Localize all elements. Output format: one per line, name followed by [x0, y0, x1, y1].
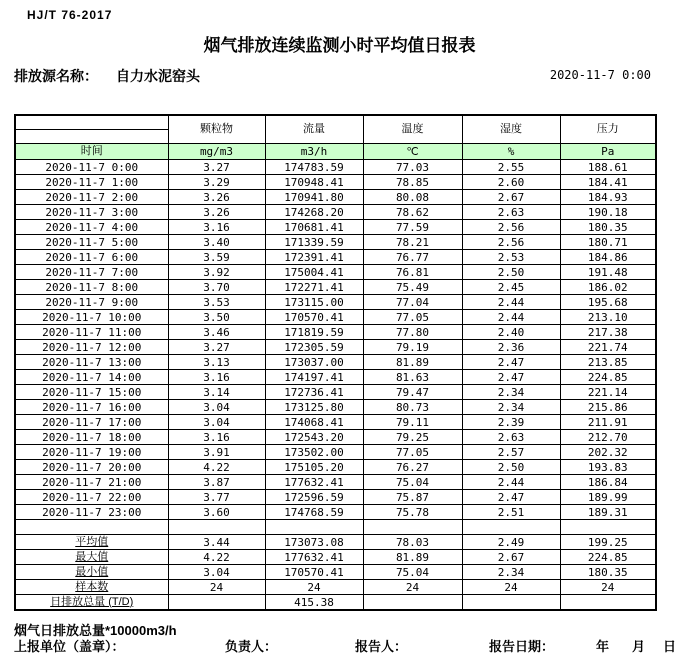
column-header-flow: 流量	[265, 115, 363, 144]
value-cell: 81.89	[363, 355, 462, 370]
value-cell: 173502.00	[265, 445, 363, 460]
value-cell: 188.61	[560, 160, 656, 175]
summary-row	[15, 535, 656, 550]
value-cell: 3.26	[168, 190, 265, 205]
table-row	[15, 250, 656, 265]
value-cell: 2.44	[462, 310, 560, 325]
value-cell: 4.22	[168, 460, 265, 475]
report-date-label: 报告日期：	[489, 639, 555, 654]
value-cell: 211.91	[560, 415, 656, 430]
reporter-label: 报告人：	[355, 639, 408, 654]
table-row	[15, 160, 656, 175]
value-cell: 2.40	[462, 325, 560, 340]
table-row	[15, 175, 656, 190]
value-cell: 77.05	[363, 310, 462, 325]
value-cell: 77.59	[363, 220, 462, 235]
source-row	[14, 66, 665, 84]
value-cell: 3.26	[168, 205, 265, 220]
summary-row	[15, 580, 656, 595]
value-cell: 3.87	[168, 475, 265, 490]
source-name-value: 自力水泥窑头	[116, 68, 200, 84]
summary-value-cell: 4.22	[168, 550, 265, 565]
value-cell: 215.86	[560, 400, 656, 415]
value-cell: 3.27	[168, 340, 265, 355]
value-cell: 3.04	[168, 415, 265, 430]
value-cell: 175105.20	[265, 460, 363, 475]
value-cell: 3.14	[168, 385, 265, 400]
value-cell: 3.50	[168, 310, 265, 325]
table-row	[15, 505, 656, 520]
time-cell: 2020-11-7 23:00	[15, 505, 168, 520]
value-cell: 79.11	[363, 415, 462, 430]
summary-value-cell	[462, 595, 560, 611]
value-cell: 2.56	[462, 235, 560, 250]
value-cell: 77.03	[363, 160, 462, 175]
value-cell: 3.40	[168, 235, 265, 250]
summary-value-cell: 2.49	[462, 535, 560, 550]
value-cell: 202.32	[560, 445, 656, 460]
value-cell: 2.39	[462, 415, 560, 430]
blank-header-cell	[15, 130, 168, 144]
value-cell: 170941.80	[265, 190, 363, 205]
value-cell: 2.55	[462, 160, 560, 175]
value-cell: 172305.59	[265, 340, 363, 355]
unit-particulate: mg/m3	[168, 144, 265, 160]
table-row	[15, 310, 656, 325]
value-cell: 77.04	[363, 295, 462, 310]
time-cell: 2020-11-7 14:00	[15, 370, 168, 385]
value-cell: 170681.41	[265, 220, 363, 235]
value-cell: 174268.20	[265, 205, 363, 220]
value-cell: 2.34	[462, 400, 560, 415]
value-cell: 3.27	[168, 160, 265, 175]
table-row	[15, 295, 656, 310]
table-row	[15, 400, 656, 415]
table-row	[15, 325, 656, 340]
value-cell: 78.62	[363, 205, 462, 220]
value-cell: 2.50	[462, 460, 560, 475]
value-cell: 2.44	[462, 295, 560, 310]
value-cell: 221.14	[560, 385, 656, 400]
summary-label-cell: 平均值	[15, 535, 168, 550]
table-row	[15, 445, 656, 460]
value-cell: 193.83	[560, 460, 656, 475]
table-row	[15, 205, 656, 220]
value-cell: 3.77	[168, 490, 265, 505]
value-cell: 3.16	[168, 370, 265, 385]
time-cell: 2020-11-7 22:00	[15, 490, 168, 505]
value-cell: 80.73	[363, 400, 462, 415]
value-cell: 75.49	[363, 280, 462, 295]
time-cell: 2020-11-7 8:00	[15, 280, 168, 295]
value-cell: 2.63	[462, 205, 560, 220]
value-cell: 78.85	[363, 175, 462, 190]
value-cell: 195.68	[560, 295, 656, 310]
value-cell: 174768.59	[265, 505, 363, 520]
value-cell: 2.50	[462, 265, 560, 280]
table-row	[15, 235, 656, 250]
table-row	[15, 415, 656, 430]
value-cell: 2.34	[462, 385, 560, 400]
empty-cell	[168, 520, 265, 535]
value-cell: 3.70	[168, 280, 265, 295]
time-cell: 2020-11-7 21:00	[15, 475, 168, 490]
value-cell: 3.53	[168, 295, 265, 310]
responsible-person-label: 负责人：	[225, 639, 278, 654]
table-row	[15, 355, 656, 370]
summary-value-cell: 199.25	[560, 535, 656, 550]
value-cell: 3.16	[168, 430, 265, 445]
table-row	[15, 370, 656, 385]
time-cell: 2020-11-7 17:00	[15, 415, 168, 430]
value-cell: 2.57	[462, 445, 560, 460]
value-cell: 2.53	[462, 250, 560, 265]
footer-fields	[0, 636, 679, 654]
year-label: 年	[596, 639, 610, 654]
value-cell: 180.71	[560, 235, 656, 250]
value-cell: 221.74	[560, 340, 656, 355]
column-header-particulate: 颗粒物	[168, 115, 265, 144]
summary-value-cell: 24	[265, 580, 363, 595]
unit-temperature: ℃	[363, 144, 462, 160]
value-cell: 170570.41	[265, 310, 363, 325]
summary-value-cell: 224.85	[560, 550, 656, 565]
value-cell: 81.63	[363, 370, 462, 385]
value-cell: 177632.41	[265, 475, 363, 490]
value-cell: 172271.41	[265, 280, 363, 295]
empty-cell	[560, 520, 656, 535]
table-row	[15, 460, 656, 475]
summary-value-cell: 415.38	[265, 595, 363, 611]
time-cell: 2020-11-7 7:00	[15, 265, 168, 280]
value-cell: 2.60	[462, 175, 560, 190]
summary-value-cell: 180.35	[560, 565, 656, 580]
value-cell: 174197.41	[265, 370, 363, 385]
time-cell: 2020-11-7 1:00	[15, 175, 168, 190]
column-header-pressure: 压力	[560, 115, 656, 144]
page-title: 烟气排放连续监测小时平均值日报表	[203, 36, 476, 55]
unit-flow: m3/h	[265, 144, 363, 160]
summary-value-cell: 177632.41	[265, 550, 363, 565]
table-row	[15, 280, 656, 295]
value-cell: 173125.80	[265, 400, 363, 415]
table-row	[15, 220, 656, 235]
summary-value-cell: 170570.41	[265, 565, 363, 580]
table-row	[15, 265, 656, 280]
value-cell: 190.18	[560, 205, 656, 220]
value-cell: 3.60	[168, 505, 265, 520]
value-cell: 172596.59	[265, 490, 363, 505]
day-label: 日	[663, 639, 677, 654]
summary-value-cell	[560, 595, 656, 611]
unit-pressure: Pa	[560, 144, 656, 160]
value-cell: 175004.41	[265, 265, 363, 280]
summary-value-cell: 2.34	[462, 565, 560, 580]
value-cell: 77.80	[363, 325, 462, 340]
summary-value-cell: 24	[462, 580, 560, 595]
value-cell: 172736.41	[265, 385, 363, 400]
footer-note: 烟气日排放总量*10000m3/h	[14, 623, 177, 638]
value-cell: 2.44	[462, 475, 560, 490]
value-cell: 3.29	[168, 175, 265, 190]
time-cell: 2020-11-7 11:00	[15, 325, 168, 340]
value-cell: 3.13	[168, 355, 265, 370]
table-row	[15, 190, 656, 205]
summary-value-cell: 2.67	[462, 550, 560, 565]
value-cell: 79.25	[363, 430, 462, 445]
value-cell: 79.47	[363, 385, 462, 400]
value-cell: 174783.59	[265, 160, 363, 175]
time-cell: 2020-11-7 13:00	[15, 355, 168, 370]
value-cell: 76.27	[363, 460, 462, 475]
summary-value-cell: 3.44	[168, 535, 265, 550]
table-row	[15, 430, 656, 445]
value-cell: 174068.41	[265, 415, 363, 430]
value-cell: 79.19	[363, 340, 462, 355]
summary-value-cell: 173073.08	[265, 535, 363, 550]
column-header-humidity: 湿度	[462, 115, 560, 144]
summary-value-cell: 3.04	[168, 565, 265, 580]
time-cell: 2020-11-7 18:00	[15, 430, 168, 445]
summary-value-cell: 78.03	[363, 535, 462, 550]
empty-cell	[462, 520, 560, 535]
value-cell: 2.45	[462, 280, 560, 295]
time-header-cell: 时间	[15, 144, 168, 160]
value-cell: 76.77	[363, 250, 462, 265]
time-cell: 2020-11-7 10:00	[15, 310, 168, 325]
value-cell: 189.31	[560, 505, 656, 520]
column-header-temperature: 温度	[363, 115, 462, 144]
value-cell: 2.63	[462, 430, 560, 445]
value-cell: 186.02	[560, 280, 656, 295]
summary-value-cell	[363, 595, 462, 611]
value-cell: 184.86	[560, 250, 656, 265]
value-cell: 224.85	[560, 370, 656, 385]
value-cell: 75.78	[363, 505, 462, 520]
time-cell: 2020-11-7 3:00	[15, 205, 168, 220]
value-cell: 3.59	[168, 250, 265, 265]
value-cell: 172391.41	[265, 250, 363, 265]
value-cell: 3.92	[168, 265, 265, 280]
value-cell: 3.16	[168, 220, 265, 235]
value-cell: 2.56	[462, 220, 560, 235]
units-row	[15, 144, 656, 160]
hourly-average-table	[14, 114, 657, 611]
unit-humidity: %	[462, 144, 560, 160]
report-datetime: 2020-11-7 0:00	[549, 68, 651, 82]
blank-header-cell	[15, 115, 168, 130]
summary-value-cell: 81.89	[363, 550, 462, 565]
value-cell: 217.38	[560, 325, 656, 340]
summary-value-cell	[168, 595, 265, 611]
value-cell: 172543.20	[265, 430, 363, 445]
value-cell: 173037.00	[265, 355, 363, 370]
table-row	[15, 490, 656, 505]
value-cell: 191.48	[560, 265, 656, 280]
value-cell: 2.51	[462, 505, 560, 520]
value-cell: 213.10	[560, 310, 656, 325]
value-cell: 170948.41	[265, 175, 363, 190]
value-cell: 75.04	[363, 475, 462, 490]
value-cell: 189.99	[560, 490, 656, 505]
summary-label-cell: 样本数	[15, 580, 168, 595]
table-row	[15, 475, 656, 490]
time-cell: 2020-11-7 15:00	[15, 385, 168, 400]
time-cell: 2020-11-7 0:00	[15, 160, 168, 175]
time-cell: 2020-11-7 2:00	[15, 190, 168, 205]
value-cell: 3.04	[168, 400, 265, 415]
value-cell: 2.47	[462, 490, 560, 505]
summary-label-cell: 日排放总量 (T/D)	[15, 595, 168, 611]
time-cell: 2020-11-7 19:00	[15, 445, 168, 460]
value-cell: 2.36	[462, 340, 560, 355]
summary-rows	[15, 535, 656, 611]
value-cell: 2.47	[462, 355, 560, 370]
time-cell: 2020-11-7 20:00	[15, 460, 168, 475]
time-cell: 2020-11-7 5:00	[15, 235, 168, 250]
summary-row	[15, 565, 656, 580]
table-row	[15, 385, 656, 400]
value-cell: 2.67	[462, 190, 560, 205]
value-cell: 75.87	[363, 490, 462, 505]
value-cell: 184.41	[560, 175, 656, 190]
value-cell: 3.91	[168, 445, 265, 460]
summary-label-cell: 最小值	[15, 565, 168, 580]
time-cell: 2020-11-7 6:00	[15, 250, 168, 265]
summary-value-cell: 24	[560, 580, 656, 595]
value-cell: 173115.00	[265, 295, 363, 310]
source-name-label: 排放源名称：	[14, 68, 98, 84]
value-cell: 80.08	[363, 190, 462, 205]
time-cell: 2020-11-7 12:00	[15, 340, 168, 355]
summary-row	[15, 595, 656, 611]
hourly-rows	[15, 160, 656, 520]
value-cell: 78.21	[363, 235, 462, 250]
value-cell: 171819.59	[265, 325, 363, 340]
header-row-top	[15, 115, 656, 130]
empty-cell	[265, 520, 363, 535]
value-cell: 212.70	[560, 430, 656, 445]
summary-value-cell: 24	[168, 580, 265, 595]
value-cell: 180.35	[560, 220, 656, 235]
table-row	[15, 340, 656, 355]
summary-row	[15, 550, 656, 565]
summary-value-cell: 75.04	[363, 565, 462, 580]
value-cell: 213.85	[560, 355, 656, 370]
empty-cell	[363, 520, 462, 535]
report-unit-label: 上报单位（盖章）：	[14, 639, 125, 654]
value-cell: 171339.59	[265, 235, 363, 250]
standard-number: HJ/T 76-2017	[27, 8, 113, 22]
empty-cell	[15, 520, 168, 535]
spacer-row	[15, 520, 656, 535]
value-cell: 184.93	[560, 190, 656, 205]
value-cell: 186.84	[560, 475, 656, 490]
month-label: 月	[632, 639, 646, 654]
time-cell: 2020-11-7 9:00	[15, 295, 168, 310]
time-cell: 2020-11-7 4:00	[15, 220, 168, 235]
value-cell: 3.46	[168, 325, 265, 340]
summary-label-cell: 最大值	[15, 550, 168, 565]
value-cell: 77.05	[363, 445, 462, 460]
value-cell: 76.81	[363, 265, 462, 280]
summary-value-cell: 24	[363, 580, 462, 595]
time-cell: 2020-11-7 16:00	[15, 400, 168, 415]
value-cell: 2.47	[462, 370, 560, 385]
